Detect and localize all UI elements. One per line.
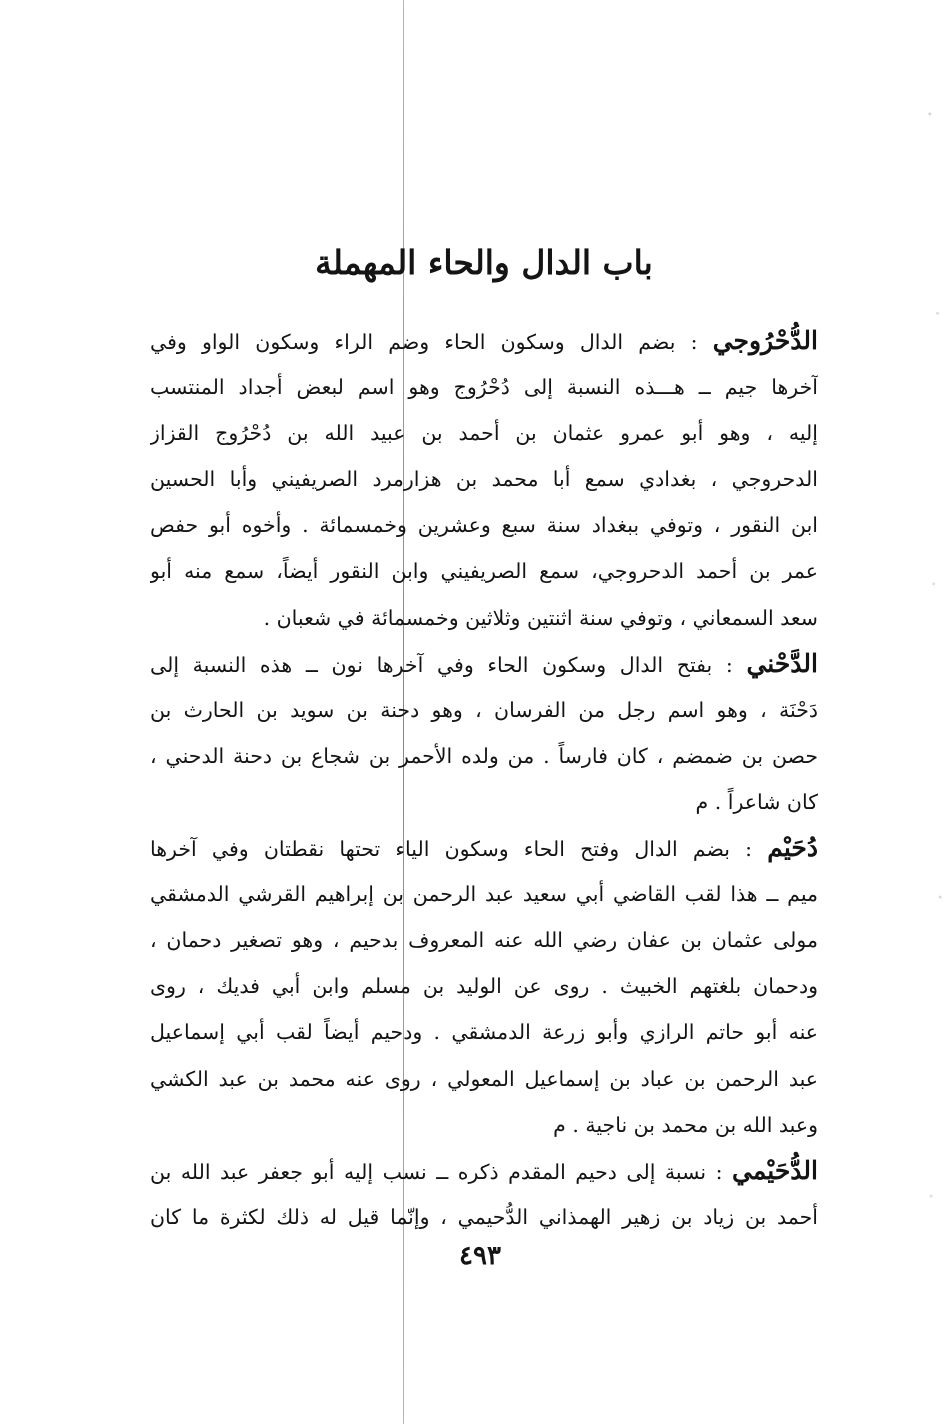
entry-line: آخرها جيم ــ هـــذه النسبة إلى دُحْرُوج وهو اسم لبعض أجداد المنتسب	[150, 375, 818, 400]
entry-line: دَحْنَة ، وهو اسم رجل من الفرسان ، وهو دحنة بن سويد بن الحارث بن	[150, 697, 818, 722]
entry-line	[150, 825, 818, 871]
entry-term: دُحَيْم	[767, 833, 818, 863]
entry-term: الدُّحَيْمي	[732, 1155, 818, 1185]
entry-line: عمر بن أحمد الدحروجي، سمع الصريفيني وابن النقور أيضاً، سمع منه أبو	[150, 559, 818, 584]
entry-line: حصن بن ضمضم ، كان فارساً . من ولده الأحمر بن شجاع بن دحنة الدحني ،	[150, 743, 818, 768]
entry-line: مولى عثمان بن عفان رضي الله عنه المعروف بدحيم ، وهو تصغير دحمان ،	[150, 928, 818, 953]
entry-line: عبد الرحمن بن عباد بن إسماعيل المعولي ، روى عنه محمد بن عبد الكشي	[150, 1066, 818, 1091]
chapter-heading: باب الدال والحاء المهملة	[315, 243, 653, 282]
entry-line: ميم ــ هذا لقب القاضي أبي سعيد عبد الرحمن بن إبراهيم القرشي الدمشقي	[150, 882, 818, 907]
entry-line: ابن النقور ، وتوفي ببغداد سنة سبع وعشرين وخمسمائة . وأخوه أبو حفص	[150, 513, 818, 538]
entry-text: : نسبة إلى دحيم المقدم ذكره ــ نسب إليه أبو جعفر عبد الله بن	[150, 1159, 733, 1184]
entry-text: : بفتح الدال وسكون الحاء وفي آخرها نون ــ هذه النسبة إلى	[150, 652, 747, 677]
entry-line: سعد السمعاني ، وتوفي سنة اثنتين وثلاثين وخمسمائة في شعبان .	[263, 605, 818, 630]
entry-line	[150, 318, 818, 364]
entry-line: عنه أبو حاتم الرازي وأبو زرعة الدمشقي . ودحيم أيضاً لقب أبي إسماعيل	[150, 1020, 818, 1045]
page-number: ٤٩٣	[459, 1241, 501, 1271]
entry-line	[150, 1148, 818, 1194]
main-text	[150, 318, 818, 1240]
entry-term: الدَّحْني	[746, 648, 818, 678]
entry-line	[150, 641, 818, 687]
entry-line: الدحروجي ، بغدادي سمع أبا محمد بن هزارمرد الصريفيني وأبا الحسين	[150, 467, 818, 492]
entry-line: أحمد بن زياد بن زهير الهمذاني الدُّحيمي ، وإنّما قيل له ذلك لكثرة ما كان	[150, 1204, 818, 1229]
entry-line: وعبد الله بن محمد بن ناجية . م	[553, 1112, 818, 1137]
entry-text: : بضم الدال وسكون الحاء وضم الراء وسكون الواو وفي	[150, 330, 713, 354]
entry-text: : بضم الدال وفتح الحاء وسكون الياء تحتها نقطتان وفي آخرها	[150, 837, 768, 862]
entry-term: الدُّحْرُوجي	[712, 326, 818, 355]
entry-line: ودحمان بلغتهم الخبيث . روى عن الوليد بن مسلم وابن أبي فديك ، روى	[150, 974, 818, 999]
page-edge-speckle	[922, 0, 948, 1424]
entry-line: إليه ، وهو أبو عمرو عثمان بن أحمد بن عبيد الله بن دُحْرُوج القزاز	[150, 421, 818, 446]
entry-line: كان شاعراً . م	[695, 789, 818, 814]
